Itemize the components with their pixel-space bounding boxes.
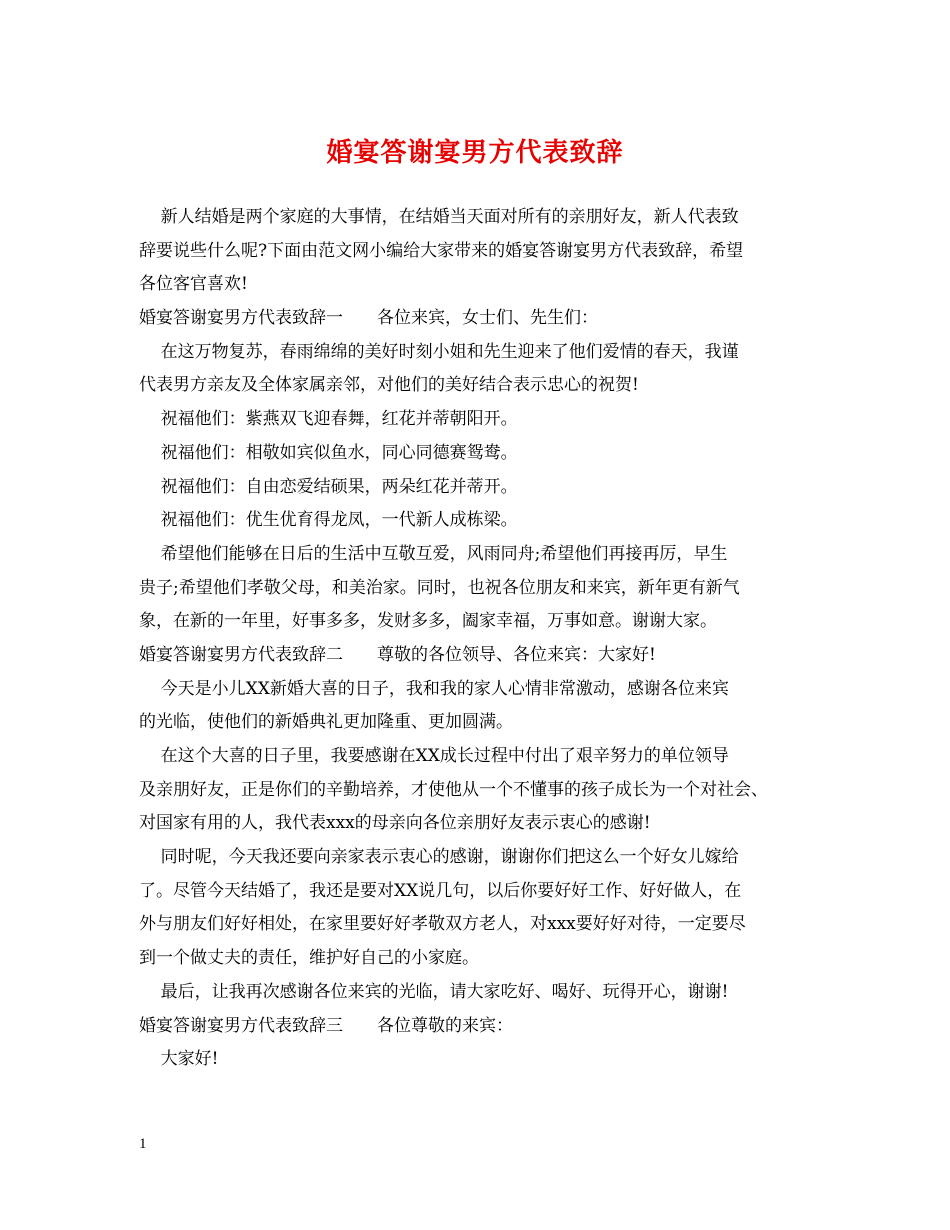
document-title: 婚宴答谢宴男方代表致辞	[326, 138, 624, 168]
body-line: 代表男方亲友及全体家属亲邻，对他们的美好结合表示忠心的祝贺!	[139, 375, 639, 396]
body-line: 对国家有用的人，我代表xxx的母亲向各位亲朋好友表示衷心的感谢!	[139, 813, 651, 834]
body-line: 同时呢，今天我还要向亲家表示衷心的感谢，谢谢你们把这么一个好女儿嫁给	[139, 847, 739, 868]
body-line: 及亲朋好友，正是你们的辛勤培养，才使他从一个不懂事的孩子成长为一个对社会、	[139, 779, 768, 800]
section-heading-line: 婚宴答谢宴男方代表致辞一 各位来宾，女士们、先生们：	[139, 308, 598, 329]
body-line: 的光临，使他们的新婚典礼更加隆重、更加圆满。	[139, 712, 513, 733]
body-line: 象，在新的一年里，好事多多，发财多多，阖家幸福，万事如意。谢谢大家。	[139, 611, 717, 632]
section-heading-line: 婚宴答谢宴男方代表致辞三 各位尊敬的来宾：	[139, 1015, 513, 1036]
body-line: 了。尽管今天结婚了，我还是要对XX说几句，以后你要好好工作、好好做人，在	[139, 880, 742, 901]
body-line: 祝福他们：相敬如宾似鱼水，同心同德赛鸳鸯。	[139, 442, 518, 463]
body-line: 新人结婚是两个家庭的大事情，在结婚当天面对所有的亲朋好友，新人代表致	[139, 207, 739, 227]
body-line: 祝福他们：自由恋爱结硕果，两朵红花并蒂开。	[139, 476, 518, 497]
body-line: 辞要说些什么呢?下面由范文网小编给大家带来的婚宴答谢宴男方代表致辞，希望	[139, 240, 744, 261]
body-line: 祝福他们：优生优育得龙凤，一代新人成栋梁。	[139, 510, 518, 531]
body-line: 大家好!	[139, 1049, 219, 1070]
document-body	[139, 201, 829, 1077]
body-line: 最后，让我再次感谢各位来宾的光临，请大家吃好、喝好、玩得开心，谢谢!	[139, 981, 729, 1002]
page-number: 1	[139, 1136, 147, 1152]
body-line: 在这个大喜的日子里，我要感谢在XX成长过程中付出了艰辛努力的单位领导	[139, 746, 729, 766]
body-line: 贵子;希望他们孝敬父母，和美治家。同时，也祝各位朋友和来宾，新年更有新气	[139, 577, 740, 598]
body-line: 在这万物复苏，春雨绵绵的美好时刻小姐和先生迎来了他们爱情的春天，我谨	[139, 341, 739, 362]
body-line: 各位客官喜欢!	[139, 274, 248, 295]
body-line: 祝福他们：紫燕双飞迎春舞，红花并蒂朝阳开。	[139, 409, 518, 430]
section-heading-line: 婚宴答谢宴男方代表致辞二 尊敬的各位领导、各位来宾：大家好!	[139, 644, 656, 665]
body-line: 今天是小儿XX新婚大喜的日子，我和我的家人心情非常激动，感谢各位来宾	[139, 678, 729, 699]
body-line: 到一个做丈夫的责任，维护好自己的小家庭。	[139, 948, 479, 969]
body-line: 外与朋友们好好相处，在家里要好好孝敬双方老人，对xxx要好好对待，一定要尽	[139, 914, 746, 935]
body-line: 希望他们能够在日后的生活中互敬互爱，风雨同舟;希望他们再接再厉，早生	[139, 543, 728, 564]
